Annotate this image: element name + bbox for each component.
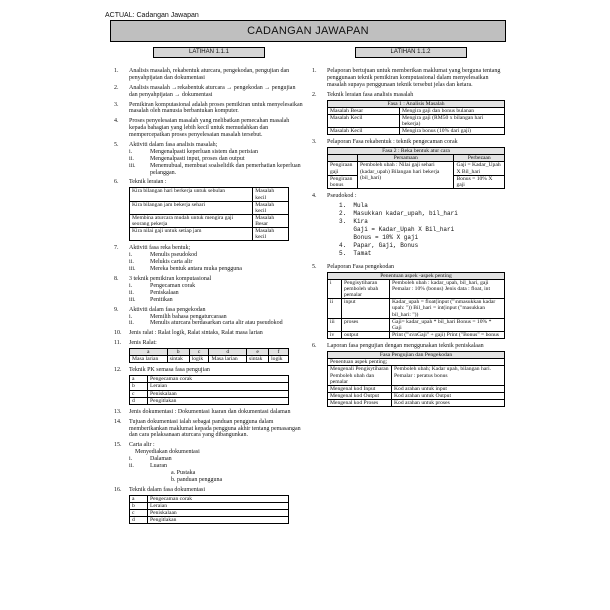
table-cell: Masalah kecil bbox=[253, 228, 289, 241]
table-cell: iii bbox=[328, 318, 342, 331]
list-item: 2. Analisis masalah →rekabentuk aturcara → pengekodan → pengujian dan penyahpijatan → dokumentasi bbox=[114, 84, 296, 98]
list-item: 1. Pelaporan bertujuan untuk memberikan maklumat yang berguna tentang penggunaan teknik pemikiran komputasional dalam menyelesaikan masalah supaya penggunaan teknik tersebut jelas dan ketara. bbox=[312, 68, 501, 88]
table-cell: Penentuan aspek penting; bbox=[328, 359, 505, 366]
table-header-row bbox=[130, 349, 289, 356]
table-cell: d bbox=[130, 397, 148, 404]
table-cell: Fasa Pengujian dan Pengekodan bbox=[328, 352, 505, 359]
list-item: 15. Carta alir : bbox=[114, 442, 155, 449]
sub-item: i. Mengenalpasti keperluan sistem dan perisian bbox=[129, 148, 258, 155]
table-cell: Fasa 1 : Analisis Masalah bbox=[328, 100, 505, 107]
table-cell: a bbox=[130, 349, 168, 356]
table-cell: a bbox=[130, 376, 148, 383]
table-cell: c bbox=[189, 349, 209, 356]
table-cell: ii bbox=[328, 299, 342, 318]
sub-item: ii. Melukis carta alir bbox=[129, 259, 193, 266]
table-row bbox=[130, 214, 289, 227]
table-cell: Pemboleh ubah : Nilai gaji sehari (kadar_upah) Bilangan hari bekerja (bil_hari) bbox=[358, 162, 454, 189]
table-cell: Pengitlakan bbox=[148, 397, 289, 404]
table-cell: Mengenal kod Proses bbox=[328, 400, 392, 407]
table-cell: Masalah Besar bbox=[328, 107, 400, 114]
table-row bbox=[328, 299, 505, 318]
latihan-heading: LATIHAN 1.1.2 bbox=[355, 47, 467, 58]
table-cell: output bbox=[342, 332, 390, 339]
table-cell: Mengenal kod Input bbox=[328, 385, 392, 392]
pseudocode-block bbox=[339, 202, 509, 258]
table-row bbox=[130, 376, 289, 383]
table-cell: sintak bbox=[167, 356, 189, 363]
table-row bbox=[130, 390, 289, 397]
table-cell: iv bbox=[328, 332, 342, 339]
list-item: 5. Aktiviti dalam fasa analisis masalah; bbox=[114, 142, 218, 149]
sub-item: ii. Luaran bbox=[129, 463, 167, 470]
table-row bbox=[130, 356, 289, 363]
page-title: CADANGAN JAWAPAN bbox=[110, 20, 506, 42]
table-cell: b bbox=[130, 502, 148, 509]
table-cell: Masa larian bbox=[209, 356, 247, 363]
sub-item: a. Pustaka bbox=[171, 469, 196, 476]
sub-item: iii. Penitikan bbox=[129, 296, 173, 303]
table-cell: Peniskalaan bbox=[148, 509, 289, 516]
list-item: 6. Laporan fasa pengujian dengan menggunakan teknik peniskalaan bbox=[312, 343, 484, 350]
table-cell: f bbox=[269, 349, 289, 356]
table-row bbox=[130, 201, 289, 214]
sub-item: ii. Menulis aturcara berdasarkan carta alir atau pseudokod bbox=[129, 320, 283, 327]
table-cell: Peniskalaan bbox=[148, 390, 289, 397]
table-row bbox=[328, 318, 505, 331]
table-cell: Kira nilai gaji untuk setiap jam bbox=[130, 228, 253, 241]
table-caption-row bbox=[328, 148, 505, 155]
list-item: 1. Analisis masalah, rekabentuk aturcara, pengekodan, pengujian dan penyahpijatan dan dokumentasi bbox=[114, 68, 290, 81]
code-line: 1. Mula bbox=[339, 201, 368, 209]
table-cell: d bbox=[130, 517, 148, 524]
pengekodan-table bbox=[327, 272, 505, 339]
table-cell: Mengenali Pengisytiharan Pemboleh ubah dan pemalar bbox=[328, 366, 392, 385]
page-header-label: ACTUAL: Cadangan Jawapan bbox=[105, 12, 199, 19]
list-item: 16. Teknik dalam fasa dokumentasi bbox=[114, 486, 206, 493]
table-cell: i bbox=[328, 279, 342, 298]
table-cell: sintak bbox=[247, 356, 269, 363]
code-line: 4. Papar, Gaji, Bonus bbox=[339, 241, 419, 249]
list-item: 3. Pemikiran komputasional adalah proses pemikiran untuk menyelesaikan masalah oleh manusia berbantukan komputer. bbox=[114, 101, 303, 115]
table-cell: Kira bilangan hari berkerja untuk sebulan bbox=[130, 188, 253, 201]
table-cell: Mengira gaji dan bonus bulanan bbox=[400, 107, 505, 114]
sub-item: iii. Mereka bentuk antara muka pengguna bbox=[129, 266, 242, 273]
latihan-heading: LATIHAN 1.1.1 bbox=[153, 47, 265, 58]
table-cell: Pemboleh ubah : kadar_upah, bil_hari, gaji Pemalar : 10% (bonus) Jenis data : float, int bbox=[390, 279, 505, 298]
table-cell: Masalah Kecil bbox=[328, 114, 400, 127]
code-line: 2. Masukkan kadar_upah, bil_hari bbox=[339, 209, 458, 217]
table-cell: Pengitlakan bbox=[148, 517, 289, 524]
table-caption-row bbox=[328, 100, 505, 107]
table-cell: Pengecaman corak bbox=[148, 495, 289, 502]
sub-item: i. Dalaman bbox=[129, 456, 172, 463]
table-cell: Leraian bbox=[148, 383, 289, 390]
list-item: 8. 3 teknik pemikiran komputasional bbox=[114, 276, 212, 283]
table-cell: Mengenal kod Output bbox=[328, 392, 392, 399]
table-row bbox=[130, 495, 289, 502]
table-cell: Masalah kecil bbox=[253, 201, 289, 214]
sub-item: iii. Menemubual, membuat soalselidik dan pemerhatian keperluan pelanggan. bbox=[129, 162, 301, 176]
table-cell: Membina aturcara mudah untuk mengira gaji seorang pekerja bbox=[130, 214, 253, 227]
analisis-masalah-table bbox=[327, 100, 505, 136]
code-line: 3. Kira bbox=[339, 217, 368, 225]
table-cell: Masalah Besar bbox=[253, 214, 289, 227]
table-cell: Persamaan bbox=[358, 155, 454, 162]
table-cell: b bbox=[167, 349, 189, 356]
reka-bentuk-table bbox=[327, 147, 505, 189]
table-cell: Gaji = Kadar_Upah X Bil_hari bbox=[454, 162, 505, 175]
table-cell: e bbox=[247, 349, 269, 356]
sub-item: b. panduan pengguna bbox=[171, 476, 223, 483]
list-item: 7. Aktiviti fasa reka bentuk; bbox=[114, 245, 191, 252]
table-cell: Kira bilangan jam bekerja sehari bbox=[130, 201, 253, 214]
sub-lead: Menyediakan dokumentasi bbox=[135, 449, 200, 456]
table-cell: Leraian bbox=[148, 502, 289, 509]
list-item: 3. Pelaporan Fasa rekabentuk : teknik pengecaman corak bbox=[312, 139, 458, 146]
table-row bbox=[130, 397, 289, 404]
table-caption-row bbox=[328, 352, 505, 359]
list-item: 5. Pelaporan Fasa pengekodan bbox=[312, 263, 394, 270]
list-item: 13. Jenis dokumentasi : Dokumentasi luaran dan dokumentasi dalaman bbox=[114, 408, 291, 415]
table-cell: d bbox=[209, 349, 247, 356]
table-cell: Kod arahan untuk proses bbox=[392, 400, 505, 407]
table-row bbox=[130, 188, 289, 201]
table-cell bbox=[328, 155, 358, 162]
table-row bbox=[328, 366, 505, 385]
table-caption-row bbox=[328, 272, 505, 279]
table-cell: Pemboleh ubah; Kadar upah, bilangan hari. Pemalar : peratus bonus bbox=[392, 366, 505, 385]
sub-item: i. Menulis pseudokod bbox=[129, 252, 198, 259]
table-cell: c bbox=[130, 390, 148, 397]
table-cell: Print ("\n\nGaji" + gaji) Print ("Bonus" = bonus bbox=[390, 332, 505, 339]
list-item: 4. Pseudokod : bbox=[312, 193, 357, 199]
table-cell: proses bbox=[342, 318, 390, 331]
right-column bbox=[312, 47, 509, 610]
table-cell: Kod arahan untuk Output bbox=[392, 392, 505, 399]
table-cell: c bbox=[130, 509, 148, 516]
table-cell: logik bbox=[189, 356, 209, 363]
list-item: 9. Aktiviti dalam fasa pengekodan bbox=[114, 306, 206, 313]
table-row bbox=[328, 359, 505, 366]
table-row bbox=[328, 392, 505, 399]
sub-item: ii. Peniskalaan bbox=[129, 289, 179, 296]
dokumentasi-table bbox=[129, 495, 289, 525]
table-cell: Pengiraan bonus bbox=[328, 175, 358, 188]
sub-item: ii. Mengenalpasti input, proses dan output bbox=[129, 155, 245, 162]
sub-item: i. Memilih bahasa pengaturcaraan bbox=[129, 313, 227, 320]
table-cell: Masalah Kecil bbox=[328, 128, 400, 135]
list-item: 12. Teknik PK semasa fasa pengujian bbox=[114, 367, 210, 374]
pk-pengujian-table bbox=[129, 375, 289, 405]
table-row bbox=[328, 400, 505, 407]
table-cell: a bbox=[130, 495, 148, 502]
table-cell: Kadar_upah = float(input ("\nmasukkan kadar upah: ")) Bil_hari = int(input ("masukkan bil_hari: ")) bbox=[390, 299, 505, 318]
table-row bbox=[328, 107, 505, 114]
table-cell: Mengira bonus (10% dari gaji) bbox=[400, 128, 505, 135]
table-cell: input bbox=[342, 299, 390, 318]
sub-item: i. Pengecaman corak bbox=[129, 282, 196, 289]
code-line: 5. Tamat bbox=[339, 249, 372, 257]
table-header-row bbox=[328, 155, 505, 162]
leraian-table bbox=[129, 187, 289, 241]
table-row bbox=[130, 383, 289, 390]
list-item: 10. Jenis ralat : Ralat logik, Ralat sintaks, Ralat masa larian bbox=[114, 330, 263, 337]
table-cell: Bonus = 10% X gaji bbox=[454, 175, 505, 188]
list-item: 11. Jenis Ralat: bbox=[114, 340, 157, 347]
code-line: Bonus = 10% X gaji bbox=[339, 233, 419, 241]
table-row bbox=[328, 162, 505, 175]
table-cell: Mengira gaji (RM50 x bilangan hari bekerja) bbox=[400, 114, 505, 127]
table-cell: Masalah kecil bbox=[253, 188, 289, 201]
table-row bbox=[328, 114, 505, 127]
list-item: 4. Proses penyelesaian masalah yang melibatkan pemecahan masalah kepada bahagian yang lebih kecil untuk memudahkan dan mempercepatkan proses penyelesaian masalah tersebut. bbox=[114, 118, 290, 139]
table-cell: Perbezaan bbox=[454, 155, 505, 162]
table-row bbox=[328, 385, 505, 392]
list-item: 6. Teknik leraian : bbox=[114, 179, 167, 186]
table-cell: Penentuan aspek -aspek penting bbox=[328, 272, 505, 279]
table-cell: Pengisytiharan pemboleh ubah pemalar bbox=[342, 279, 390, 298]
table-cell: b bbox=[130, 383, 148, 390]
list-item: 2. Teknik leraian fasa analisis masalah bbox=[312, 91, 414, 98]
table-row bbox=[130, 502, 289, 509]
table-cell: Kod arahan untuk input bbox=[392, 385, 505, 392]
table-cell: Masa larian bbox=[130, 356, 168, 363]
table-row bbox=[328, 332, 505, 339]
table-row bbox=[328, 128, 505, 135]
table-cell: Pengiraan gaji bbox=[328, 162, 358, 175]
table-row bbox=[130, 517, 289, 524]
left-column bbox=[114, 47, 304, 610]
table-cell: logik bbox=[269, 356, 289, 363]
jenis-ralat-table bbox=[129, 348, 289, 363]
table-cell: Fasa 2 : Reka bentuk atur cara bbox=[328, 148, 505, 155]
table-cell: Pengecaman corak bbox=[148, 376, 289, 383]
table-row bbox=[130, 509, 289, 516]
pengujian-table bbox=[327, 351, 505, 407]
code-line: Gaji = Kadar_Upah X Bil_hari bbox=[339, 225, 455, 233]
table-cell: Gaji= kadar_upah * bil_hari Bonus = 10% * Gaji bbox=[390, 318, 505, 331]
table-row bbox=[130, 228, 289, 241]
list-item: 14. Tujuan dokumentasi ialah sebagai panduan pengguna dalam memberikankan maklumat kepada pengguna akhir tentang pemasangan dan cara pelaksanaan aturcara yang dibangunkan. bbox=[114, 418, 301, 439]
table-row bbox=[328, 279, 505, 298]
